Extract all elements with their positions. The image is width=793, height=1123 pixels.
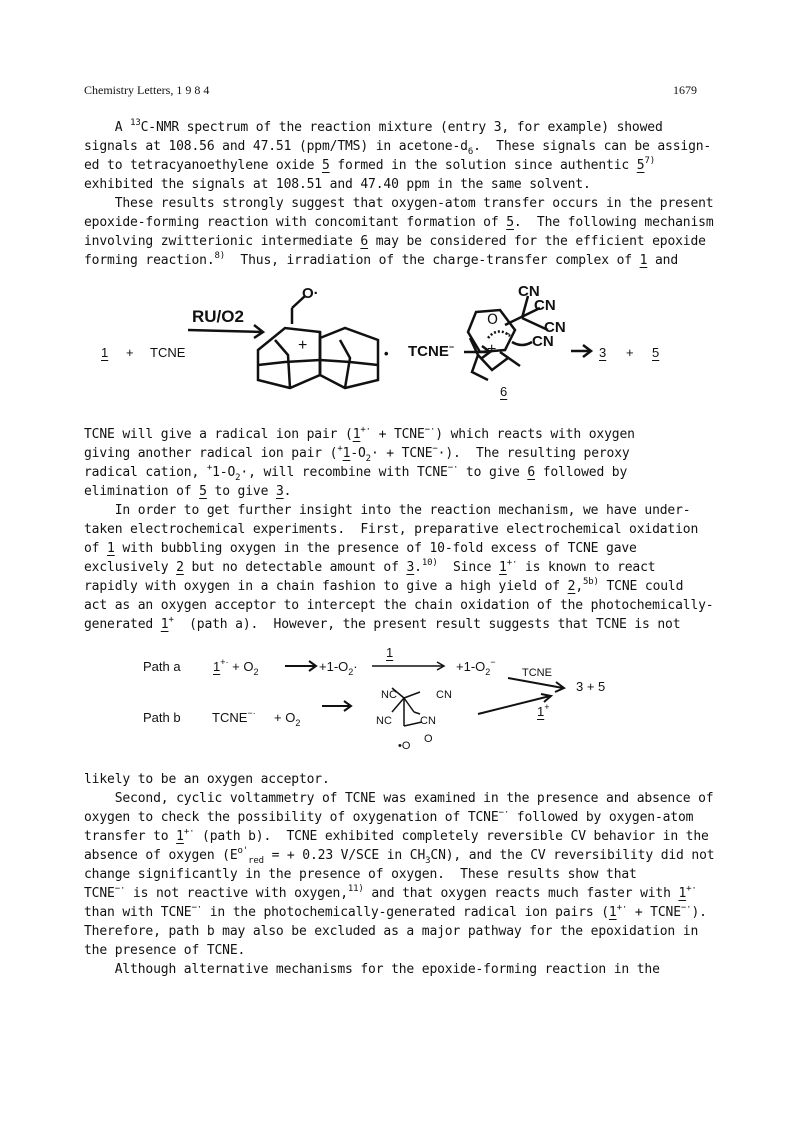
cn-group: CN	[436, 689, 452, 701]
final-products: 3 + 5	[576, 679, 606, 694]
plus-sign: +	[126, 345, 134, 360]
tcne-radical-anion: TCNE−	[408, 342, 455, 360]
path-a-arrow-label: 1	[386, 645, 394, 660]
tcne-label: TCNE	[150, 345, 186, 360]
nc-group: NC	[376, 715, 392, 727]
mechanism-scheme-2	[0, 640, 793, 770]
svg-text:+: +	[298, 337, 308, 354]
path-a-reactant: $1^{+\cdot} + O_2$	[213, 657, 259, 677]
reactant-1-label: 1	[101, 345, 109, 360]
reaction-arrow-1	[188, 330, 262, 332]
svg-text:O: O	[487, 312, 499, 328]
oxygen-atom: O	[424, 733, 433, 745]
body-text-block: likely to be an oxygen acceptor. Second, cyclic voltammetry of TCNE was examined in the presence and absence of oxygen to check the possibility of oxygenation of TCNE−· followed by oxygen-atom transfer to 1+· (path b). TCNE exhibited completely reversible CV behavior in the absence of oxygen ($E^{o'}_{red}$ = + 0.23 V/SCE in $CH_3CN$), and the CV reversibility did not change significantly in the presence of oxygen. These results show that TCNE−· is not reactive with oxygen,$^{11)}$ and that oxygen reacts much faster with 1+· than with TCNE−· in the photochemically-generated radical ion pairs (1+· + TCNE−·). Therefore, path b may also be excluded as a major pathway for the epoxidation in the presence of TCNE. Although alternative mechanisms for the epoxide-forming reaction in the	[84, 772, 715, 977]
irradiation-label: RU/O2	[192, 307, 244, 326]
nc-group: NC	[381, 689, 397, 701]
body-text-block: A $^{13}$C-NMR spectrum of the reaction mixture (entry 3, for example) showed signals at 108.56 and 47.51 (ppm/TMS) in acetone-$d_6$. These signals can be assign- ed to tetracyanoethylene oxide 5 formed in the solution since authentic 5$^{7)}$ exhibited the signals at 108.51 and 47.40 ppm in the same solvent. These results strongly suggest that oxygen-atom transfer occurs in the present epoxide-forming reaction with concomitant formation of 5. The following mechanism involving zwitterionic intermediate 6 may be considered for the efficient epoxide forming reaction.$^{8)}$ Thus, irradiation of the charge-transfer complex of 1 and	[84, 118, 714, 268]
peroxy-radical: •O	[398, 740, 411, 752]
journal-citation: Chemistry Letters, 1 9 8 4	[84, 83, 210, 97]
structure-drawing	[0, 280, 793, 410]
path-a-intermediate: $+1-O_2\cdot$	[319, 659, 358, 677]
path-b-reactant: TCNE−·	[212, 708, 256, 725]
cn-group: CN	[420, 715, 436, 727]
plus-dot: •	[384, 346, 389, 361]
running-header	[84, 81, 697, 100]
mechanism-scheme-1	[0, 280, 793, 410]
path-scheme-drawing	[0, 640, 793, 770]
body-text-block: TCNE will give a radical ion pair (1+· + TCNE−·) which reacts with oxygen giving another radical ion pair ($^+1-O_2\cdot$ + TCNE−·). The resulting peroxy radical cation, $^+1-O_2\cdot$, will recombine with TCNE−· to give 6 followed by elimination of 5 to give 3. In order to get further insight into the reaction mechanism, we have under- taken electrochemical experiments. First, preparative electrochemical oxidation of 1 with bubbling oxygen in the presence of 10-fold excess of TCNE gave exclusively 2 but no detectable amount of 3.$^{10)}$ Since 1+· is known to react rapidly with oxygen in a chain fashion to give a high yield of 2,$^{5b)}$ TCNE could act as an oxygen acceptor to intercept the chain oxidation of the photochemically- generated 1+ (path a). However, the present result suggests that TCNE is not	[84, 425, 714, 632]
product-3: 3	[599, 345, 607, 360]
path-a-product: $+1-O_2^-$	[456, 657, 496, 677]
tcne-arrow-label: TCNE	[522, 667, 552, 679]
path-b-label: Path b	[143, 710, 181, 725]
svg-text:+: +	[487, 341, 497, 358]
cn-group: CN	[534, 297, 556, 314]
path-b-arrow-label: 1+	[537, 702, 550, 719]
cn-group: CN	[518, 283, 540, 300]
path-b-oxygen: + $O_2$	[274, 710, 301, 728]
radical-cation-structure	[258, 296, 378, 388]
plus-sign: +	[626, 345, 634, 360]
cn-group: CN	[532, 333, 554, 350]
intermediate-6-label: 6	[500, 384, 508, 399]
path-a-label: Path a	[143, 659, 181, 674]
product-5: 5	[652, 345, 660, 360]
svg-text:-: -	[505, 326, 511, 342]
cn-group: CN	[544, 319, 566, 336]
peroxy-radical-label: O·	[302, 285, 319, 302]
page-number: 1679	[673, 83, 697, 97]
